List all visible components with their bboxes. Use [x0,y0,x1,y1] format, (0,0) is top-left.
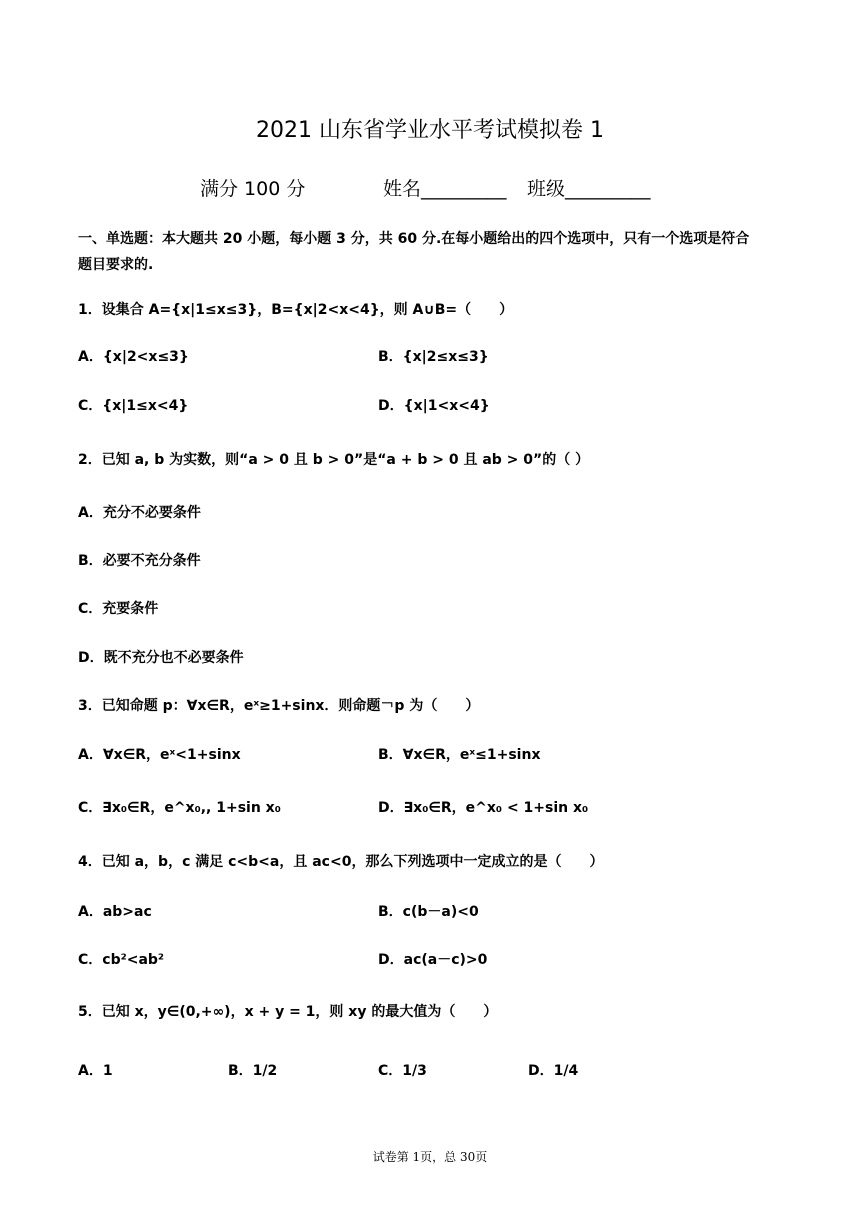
q5-option-a: A．1 [78,1063,113,1079]
page-footer: 试卷第 1页，总 30页 [372,1150,488,1164]
q1-option-c: C．{x|1≤x<4} [78,398,189,414]
q2-option-c: C．充要条件 [78,601,159,617]
q1-option-a: A．{x|2<x≤3} [78,349,189,365]
full-score: 满分 100 分 [200,178,306,200]
q3-option-a: A．∀x∈R，eˣ<1+sinx [78,747,241,763]
q2-option-b: B．必要不充分条件 [78,553,201,569]
section-instructions-line1: 一、单选题：本大题共 20 小题，每小题 3 分，共 60 分.在每小题给出的四个选项中，只有一个选项是符合 [78,231,750,247]
question-1-stem: 1．设集合 A={x|1≤x≤3}，B={x|2<x<4}，则 A∪B=（ ） [78,302,514,318]
question-3-stem: 3．已知命题 p：∀x∈R，eˣ≥1+sinx．则命题￢p 为（ ） [78,698,480,714]
q5-option-b: B．1/2 [228,1063,278,1079]
question-4-stem: 4．已知 a，b，c 满足 c<b<a，且 ac<0，那么下列选项中一定成立的是（ ） [78,854,604,870]
q5-option-c: C．1/3 [378,1063,427,1079]
class-field-label: 班级_________ [527,178,651,200]
name-field-label: 姓名_________ [383,178,507,200]
q1-option-d: D．{x|1<x<4} [378,398,490,414]
q4-option-d: D．ac(a－c)>0 [378,952,488,968]
question-2-stem: 2．已知 a, b 为实数，则“a > 0 且 b > 0”是“a + b > 0 且 ab > 0”的（ ） [78,452,590,468]
q5-option-d: D．1/4 [528,1063,579,1079]
question-5-stem: 5．已知 x，y∈(0,+∞)，x + y = 1，则 xy 的最大值为（ ） [78,1004,498,1020]
section-instructions-line2: 题目要求的. [78,257,154,273]
q4-option-c: C．cb²<ab² [78,952,165,968]
exam-title: 2021 山东省学业水平考试模拟卷 1 [256,118,604,143]
q4-option-a: A．ab>ac [78,904,152,920]
q2-option-d: D．既不充分也不必要条件 [78,650,244,666]
q3-option-d: D．∃x₀∈R，e^x₀ < 1+sin x₀ [378,800,589,816]
q2-option-a: A．充分不必要条件 [78,505,201,521]
q3-option-b: B．∀x∈R，eˣ≤1+sinx [378,747,541,763]
q3-option-c: C．∃x₀∈R，e^x₀,, 1+sin x₀ [78,800,281,816]
q4-option-b: B．c(b－a)<0 [378,904,479,920]
q1-option-b: B．{x|2≤x≤3} [378,349,489,365]
